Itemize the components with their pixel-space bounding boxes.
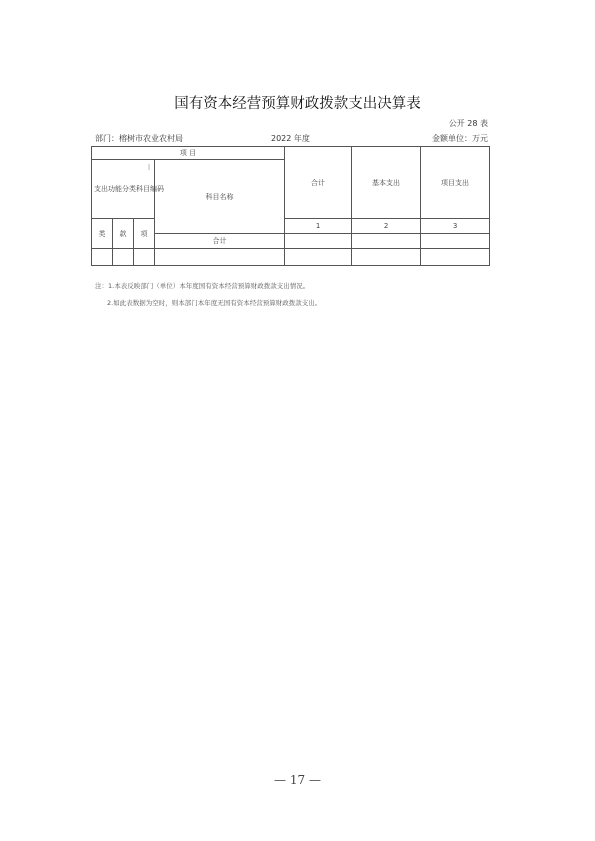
- empty-cell: [134, 249, 155, 266]
- header-tick-mark: |: [147, 164, 150, 171]
- amount-unit: 金额单位：万元: [432, 134, 488, 143]
- code-section-label: 款: [113, 219, 134, 249]
- total-row-project-cell: [421, 234, 490, 249]
- budget-table: [91, 146, 490, 266]
- basic-expense-header: 基本支出: [352, 147, 421, 219]
- total-row-total-cell: [285, 234, 352, 249]
- empty-cell: [352, 249, 421, 266]
- total-row-basic-cell: [352, 234, 421, 249]
- empty-cell: [155, 249, 285, 266]
- table-notes: [95, 278, 321, 312]
- department-label: 部门：榕树市农业农村局: [95, 134, 183, 143]
- classification-code-header: [92, 160, 164, 219]
- subject-name-header: 科目名称: [155, 160, 285, 234]
- total-header: 合计: [285, 147, 352, 219]
- column-number-2: 2: [352, 219, 421, 234]
- project-expense-header: 项目支出: [421, 147, 490, 219]
- empty-cell: [285, 249, 352, 266]
- note-1: 注：1.本表反映部门（单位）本年度国有资本经营预算财政拨款支出情况。: [95, 282, 310, 290]
- total-row-label: 合计: [155, 234, 285, 249]
- code-item-label: 项: [134, 219, 155, 249]
- empty-cell: [421, 249, 490, 266]
- column-number-row: [92, 219, 490, 234]
- table-row: [92, 249, 490, 266]
- document-title: 国有资本经营预算财政拨款支出决算表: [174, 96, 421, 112]
- note-2: 2.如此表数据为空时，则本部门本年度无国有资本经营预算财政拨款支出。: [107, 299, 322, 307]
- empty-cell: [92, 249, 113, 266]
- code-class-label: 类: [92, 219, 113, 249]
- table-header-row: [92, 147, 490, 160]
- classification-code-label: 支出功能分类科目编码: [94, 184, 164, 193]
- column-number-3: 3: [421, 219, 490, 234]
- project-header: 项 目: [92, 147, 285, 160]
- fiscal-year: 2022 年度: [271, 134, 310, 143]
- column-number-1: 1: [285, 219, 352, 234]
- empty-cell: [113, 249, 134, 266]
- page-number: — 17 —: [274, 773, 321, 787]
- form-number: 公开 28 表: [448, 119, 488, 128]
